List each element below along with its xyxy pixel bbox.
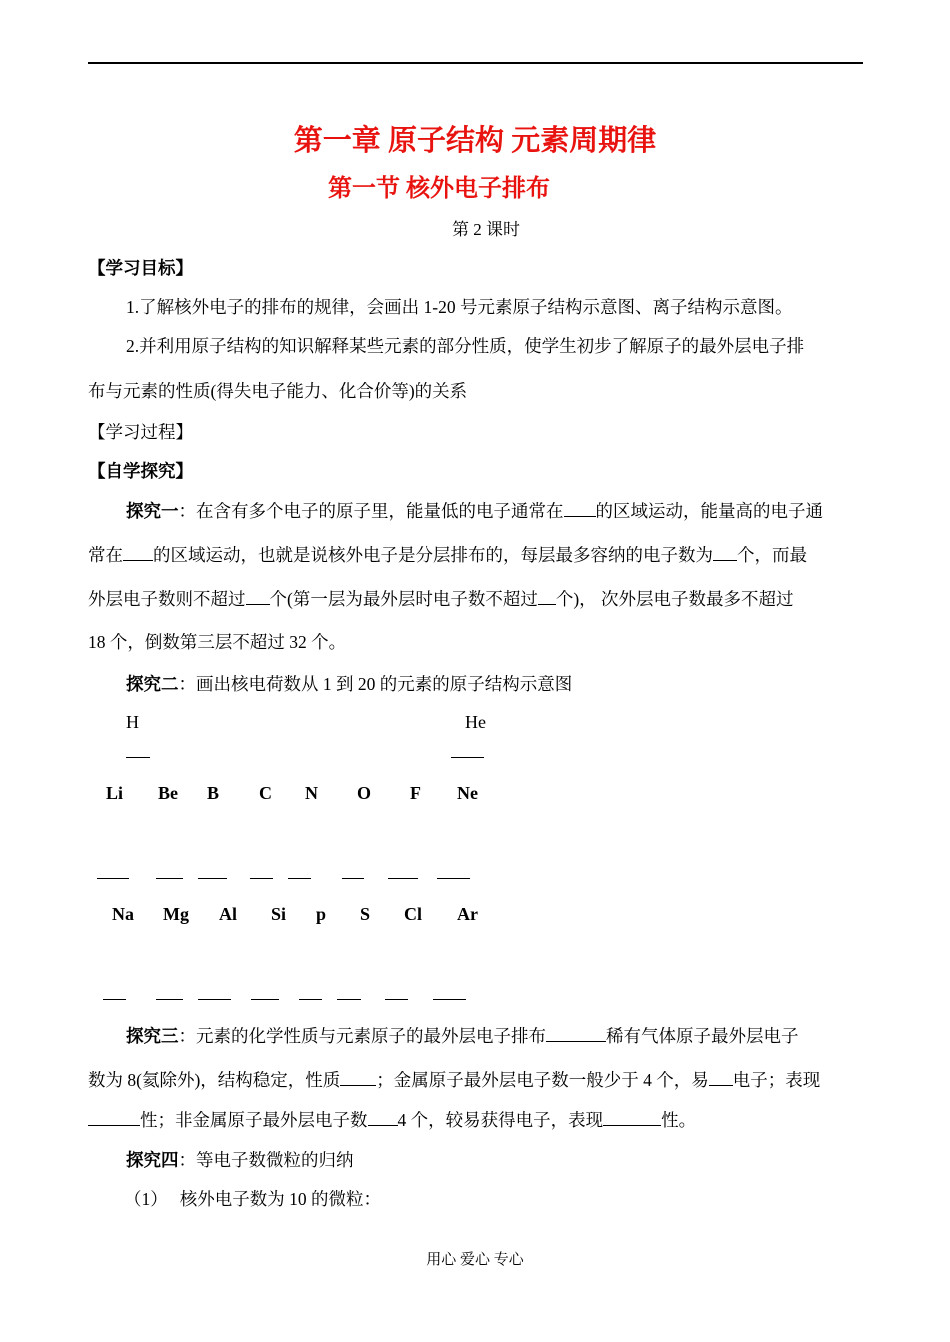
explore2-line [126, 674, 572, 694]
answer-line[interactable] [437, 878, 470, 879]
fill-blank[interactable] [88, 1109, 140, 1126]
fill-blank[interactable] [538, 588, 556, 605]
explore4-line [126, 1150, 354, 1170]
session-label: 第 2 课时 [452, 220, 520, 239]
fill-blank[interactable] [603, 1109, 661, 1126]
process-heading: 【学习过程】 [88, 422, 193, 442]
element-symbol: N [305, 783, 318, 803]
answer-line[interactable] [337, 999, 361, 1000]
objective-item-2-line-2: 布与元素的性质(得失电子能力、化合价等)的关系 [88, 381, 468, 401]
fill-blank[interactable] [123, 544, 153, 561]
explore1-label: 探究一 [126, 501, 179, 521]
answer-line[interactable] [250, 878, 273, 879]
explore4-label: 探究四 [126, 1150, 179, 1170]
answer-line[interactable] [342, 878, 364, 879]
explore1-text: 个，而最 [737, 545, 807, 565]
fill-blank[interactable] [709, 1069, 733, 1086]
element-symbol: B [207, 783, 220, 803]
header-rule [88, 62, 863, 64]
element-symbol: S [360, 904, 371, 924]
answer-line[interactable] [156, 999, 183, 1000]
answer-line[interactable] [288, 878, 311, 879]
fill-blank[interactable] [368, 1109, 398, 1126]
explore3-text: ：元素的化学性质与元素原子的最外层电子排布 [178, 1026, 546, 1046]
explore1-text: 常在 [88, 545, 123, 565]
element-symbol: He [465, 712, 486, 732]
answer-line[interactable] [97, 878, 129, 879]
explore1-line-2 [88, 544, 807, 565]
explore3-text: ；金属原子最外层电子数一般少于 4 个，易 [376, 1070, 709, 1090]
explore4-text: ：等电子数微粒的归纳 [178, 1150, 354, 1170]
element-symbol: Be [158, 783, 178, 803]
element-symbol: Cl [404, 904, 422, 924]
element-symbol: O [357, 783, 372, 803]
item-number: （1） [124, 1189, 168, 1209]
element-symbol: Ar [457, 904, 478, 924]
explore3-line-2 [88, 1069, 820, 1090]
answer-line[interactable] [385, 999, 408, 1000]
element-symbol: Li [106, 783, 124, 803]
fill-blank[interactable] [246, 588, 270, 605]
chapter-title: 第一章 原子结构 元素周期律 [293, 125, 657, 157]
element-symbol: F [410, 783, 421, 803]
element-symbol: Al [219, 904, 237, 924]
explore3-text: 数为 8(氦除外)，结构稳定，性质 [88, 1070, 341, 1090]
explore1-line-1 [126, 500, 823, 521]
explore3-line-1 [126, 1025, 799, 1046]
explore3-line-3 [88, 1109, 696, 1130]
explore1-text: 外层电子数则不超过 [88, 589, 246, 609]
explore3-text: 稀有气体原子最外层电子 [606, 1026, 799, 1046]
answer-line[interactable] [251, 999, 279, 1000]
objective-item-1: 1.了解核外电子的排布的规律，会画出 1-20 号元素原子结构示意图、离子结构示意图。 [126, 297, 793, 317]
explore1-text: 的区域运动，也就是说核外电子是分层排布的，每层最多容纳的电子数为 [153, 545, 713, 565]
section-title: 第一节 核外电子排布 [328, 176, 550, 202]
answer-line[interactable] [198, 999, 231, 1000]
answer-line[interactable] [103, 999, 126, 1000]
explore1-text: 的区域运动，能量高的电子通 [595, 501, 823, 521]
element-symbol: Mg [163, 904, 189, 924]
explore3-text: 电子；表现 [732, 1070, 821, 1090]
answer-line[interactable] [198, 878, 227, 879]
explore2-text: ：画出核电荷数从 1 到 20 的元素的原子结构示意图 [178, 674, 573, 694]
fill-blank[interactable] [340, 1069, 376, 1086]
explore1-line-3 [88, 588, 794, 609]
fill-blank[interactable] [546, 1025, 606, 1042]
answer-line[interactable] [126, 757, 150, 758]
element-symbol: Si [271, 904, 287, 924]
self-study-heading: 【自学探究】 [88, 461, 193, 481]
explore2-label: 探究二 [126, 674, 179, 694]
answer-line[interactable] [156, 878, 183, 879]
answer-line[interactable] [299, 999, 322, 1000]
fill-blank[interactable] [713, 544, 737, 561]
answer-line[interactable] [388, 878, 418, 879]
explore1-line-4: 18 个，倒数第三层不超过 32 个。 [88, 632, 347, 652]
element-symbol: Ne [457, 783, 478, 803]
element-symbol: p [316, 904, 327, 924]
explore1-text: 个)， 次外层电子数最多不超过 [555, 589, 794, 609]
element-symbol: C [259, 783, 272, 803]
explore3-text: 性。 [661, 1110, 697, 1130]
explore3-text: 性；非金属原子最外层电子数 [140, 1110, 368, 1130]
objective-item-2-line-1: 2.并利用原子结构的知识解释某些元素的部分性质，使学生初步了解原子的最外层电子排 [126, 336, 805, 356]
element-symbol: Na [112, 904, 134, 924]
explore3-label: 探究三 [126, 1026, 179, 1046]
element-symbol: H [126, 712, 139, 732]
fill-blank[interactable] [564, 500, 596, 517]
item-text: 核外电子数为 10 的微粒： [179, 1189, 381, 1209]
answer-line[interactable] [451, 757, 484, 758]
page-footer: 用心 爱心 专心 [426, 1252, 524, 1268]
explore4-item-1 [124, 1189, 381, 1209]
explore1-text: ：在含有多个电子的原子里，能量低的电子通常在 [178, 501, 564, 521]
answer-line[interactable] [433, 999, 466, 1000]
explore3-text: 4 个，较易获得电子，表现 [397, 1110, 604, 1130]
objectives-heading: 【学习目标】 [88, 258, 193, 278]
explore1-text: 个(第一层为最外层时电子数不超过 [269, 589, 538, 609]
